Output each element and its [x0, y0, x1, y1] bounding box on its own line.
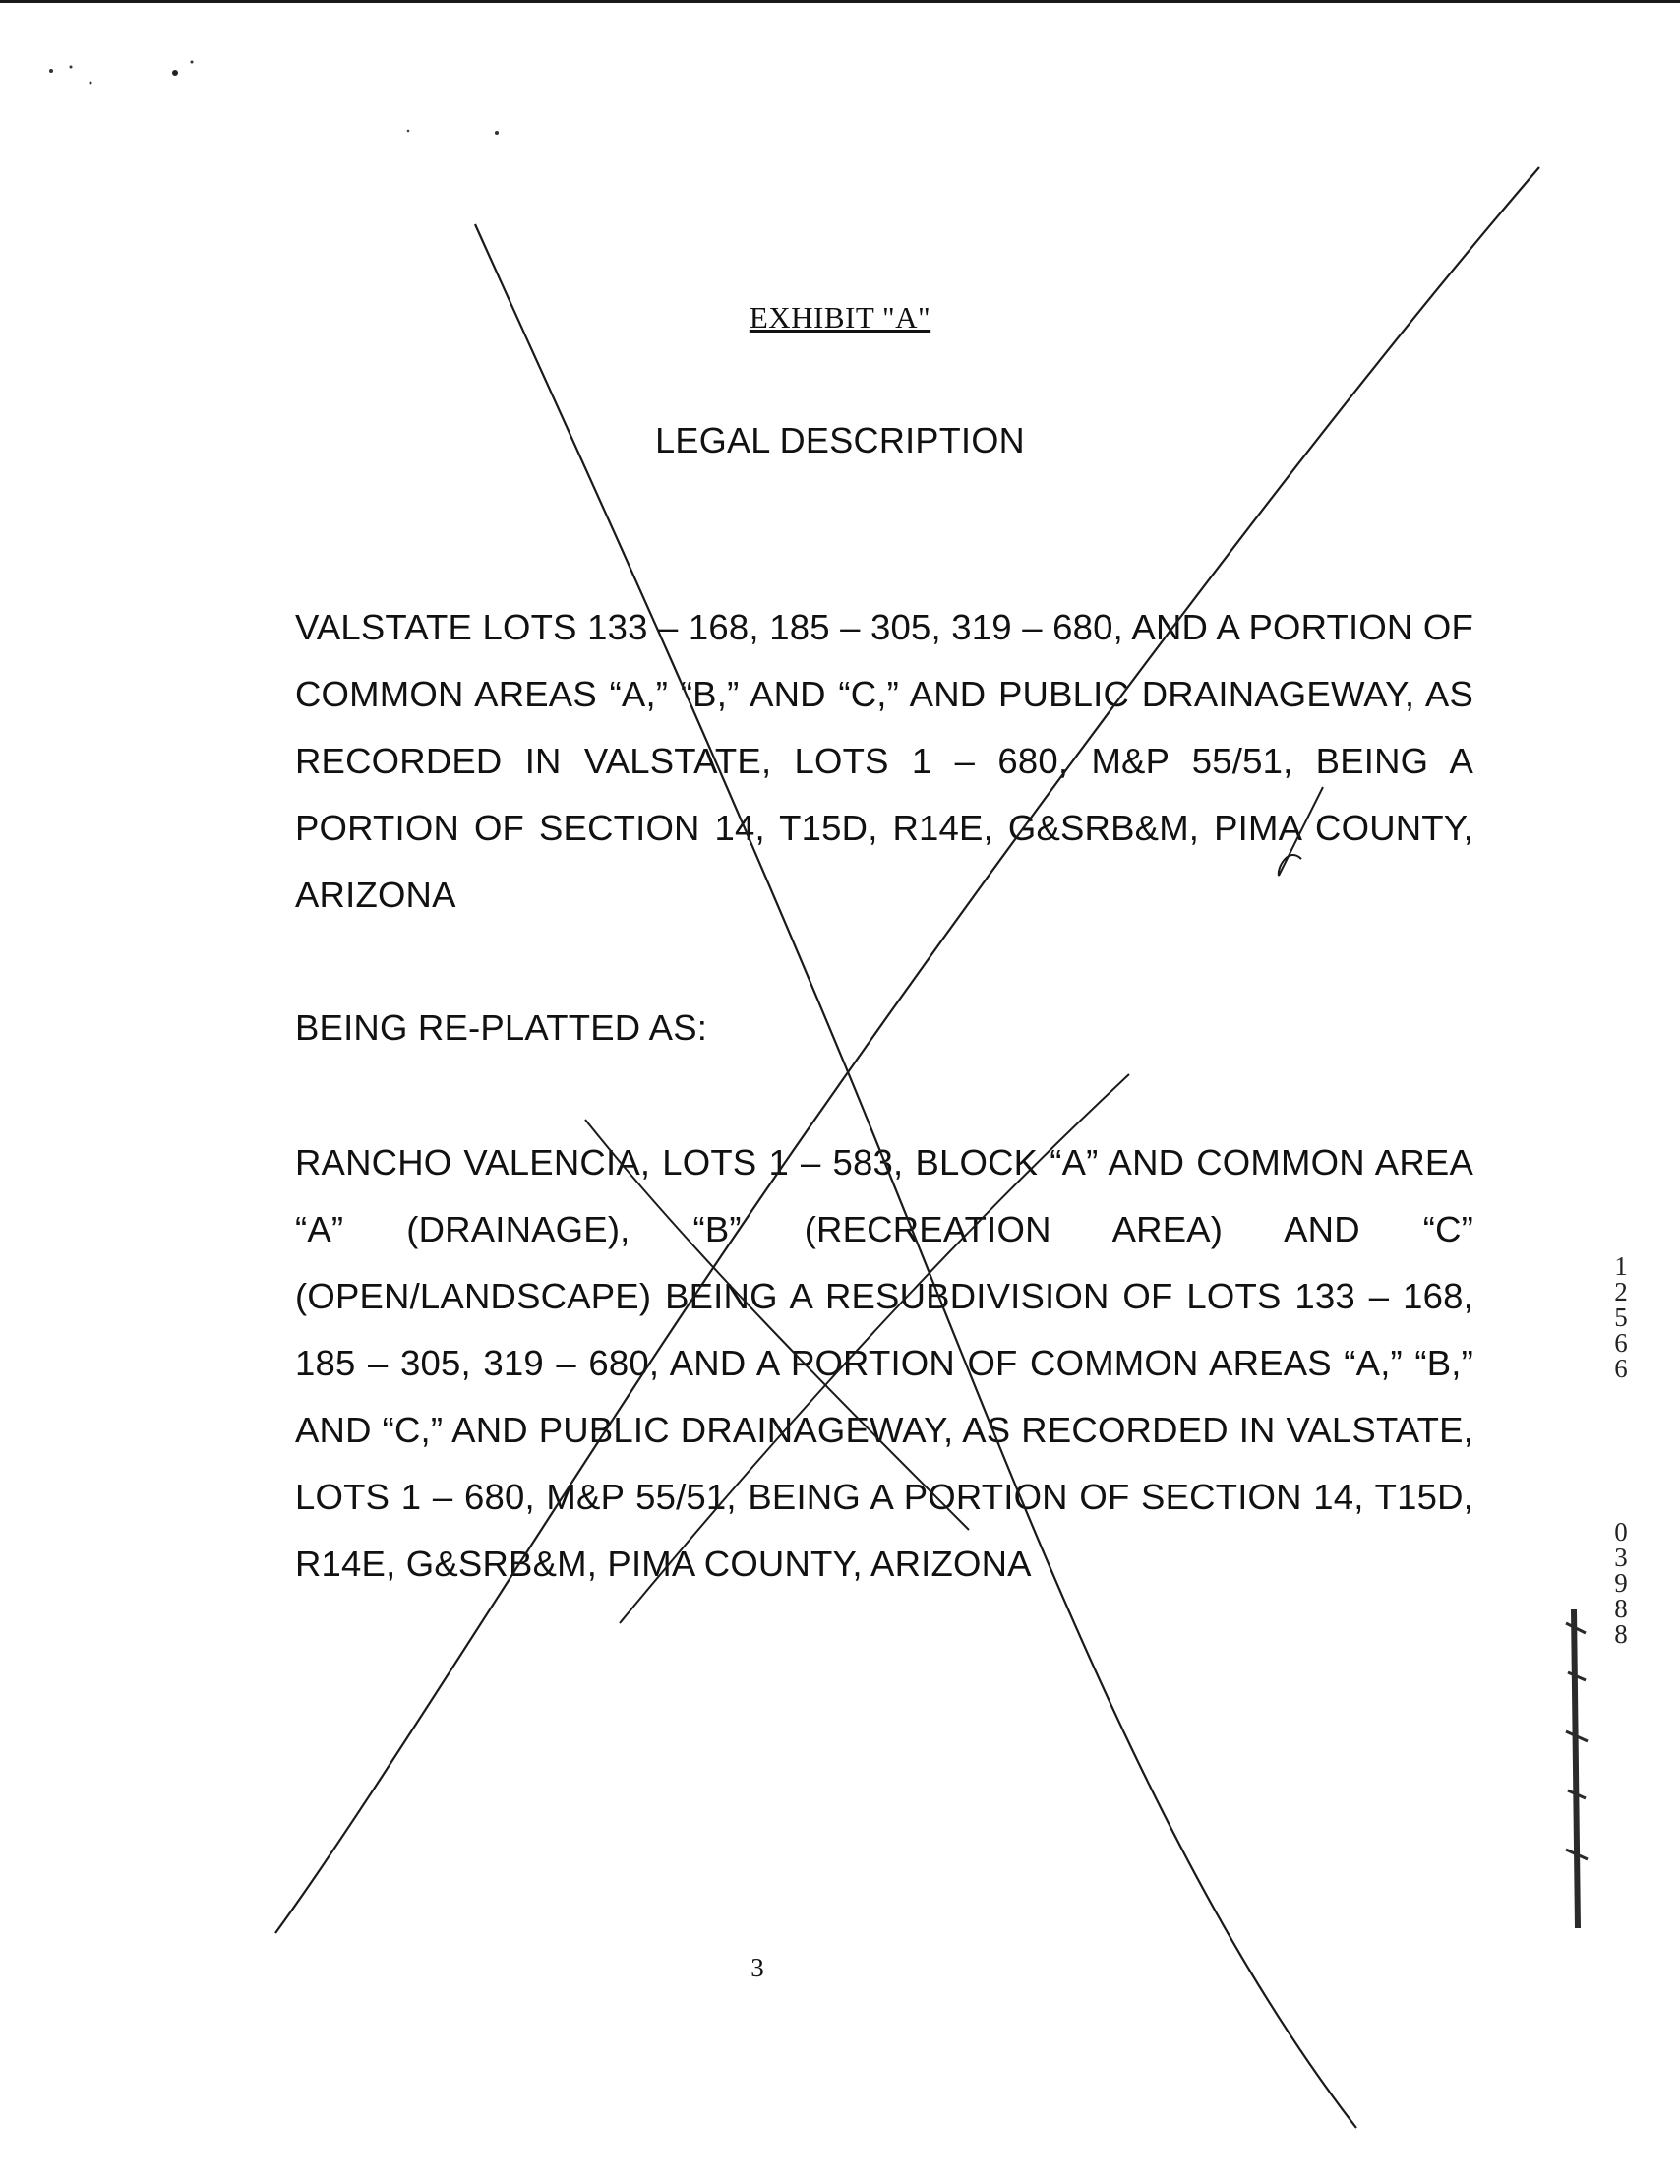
scan-speck — [90, 82, 92, 85]
page-number: 3 — [750, 1953, 764, 1982]
original-lots-paragraph: VALSTATE LOTS 133 – 168, 185 – 305, 319 – 680, AND A PORTION OF COMMON AREAS “A,” “B,” AND “C,” AND PUBLIC DRAINAGEWAY, AS RECORDED IN VALSTATE, LOTS 1 – 680, M&P 55/51, BEING A PORTION OF SECTION 14, T15D, R14E, G&SRB&M, PIMA COUNTY, ARIZONA — [295, 607, 1473, 915]
legal-description-heading: LEGAL DESCRIPTION — [655, 420, 1025, 460]
correction-tick-mark — [1279, 787, 1323, 876]
exhibit-title: EXHIBIT "A" — [749, 300, 931, 334]
small-strike-line-1 — [585, 1120, 969, 1530]
scan-speck — [191, 61, 194, 64]
margin-document-number-part2: 03988 — [1606, 1517, 1636, 1645]
margin-document-number-part1: 12566 — [1606, 1251, 1636, 1379]
margin-ink-strip — [1574, 1609, 1578, 1928]
scan-speck — [495, 131, 499, 135]
small-strike-line-2 — [620, 1074, 1129, 1623]
scan-speck — [407, 130, 410, 133]
replat-description-paragraph: RANCHO VALENCIA, LOTS 1 – 583, BLOCK “A” AND COMMON AREA “A” (DRAINAGE), “B” (RECREATION AREA) AND “C” (OPEN/LANDSCAPE) BEING A RESUBDIVISION OF LOTS 133 – 168, 185 – 305, 319 – 680, AND A PORTION OF COMMON AREAS “A,” “B,” AND “C,” AND PUBLIC DRAINAGEWAY, AS RECORDED IN VALSTATE, LOTS 1 – 680, M&P 55/51, BEING A PORTION OF SECTION 14, T15D, R14E, G&SRB&M, PIMA COUNTY, ARIZONA — [295, 1142, 1473, 1584]
replatted-label: BEING RE-PLATTED AS: — [295, 1007, 708, 1048]
scan-speck — [172, 70, 178, 76]
scan-speck — [49, 69, 53, 73]
scan-speck — [70, 66, 73, 69]
strike-line-left-to-right — [475, 224, 1356, 2128]
strike-line-right-to-left — [275, 167, 1539, 1933]
